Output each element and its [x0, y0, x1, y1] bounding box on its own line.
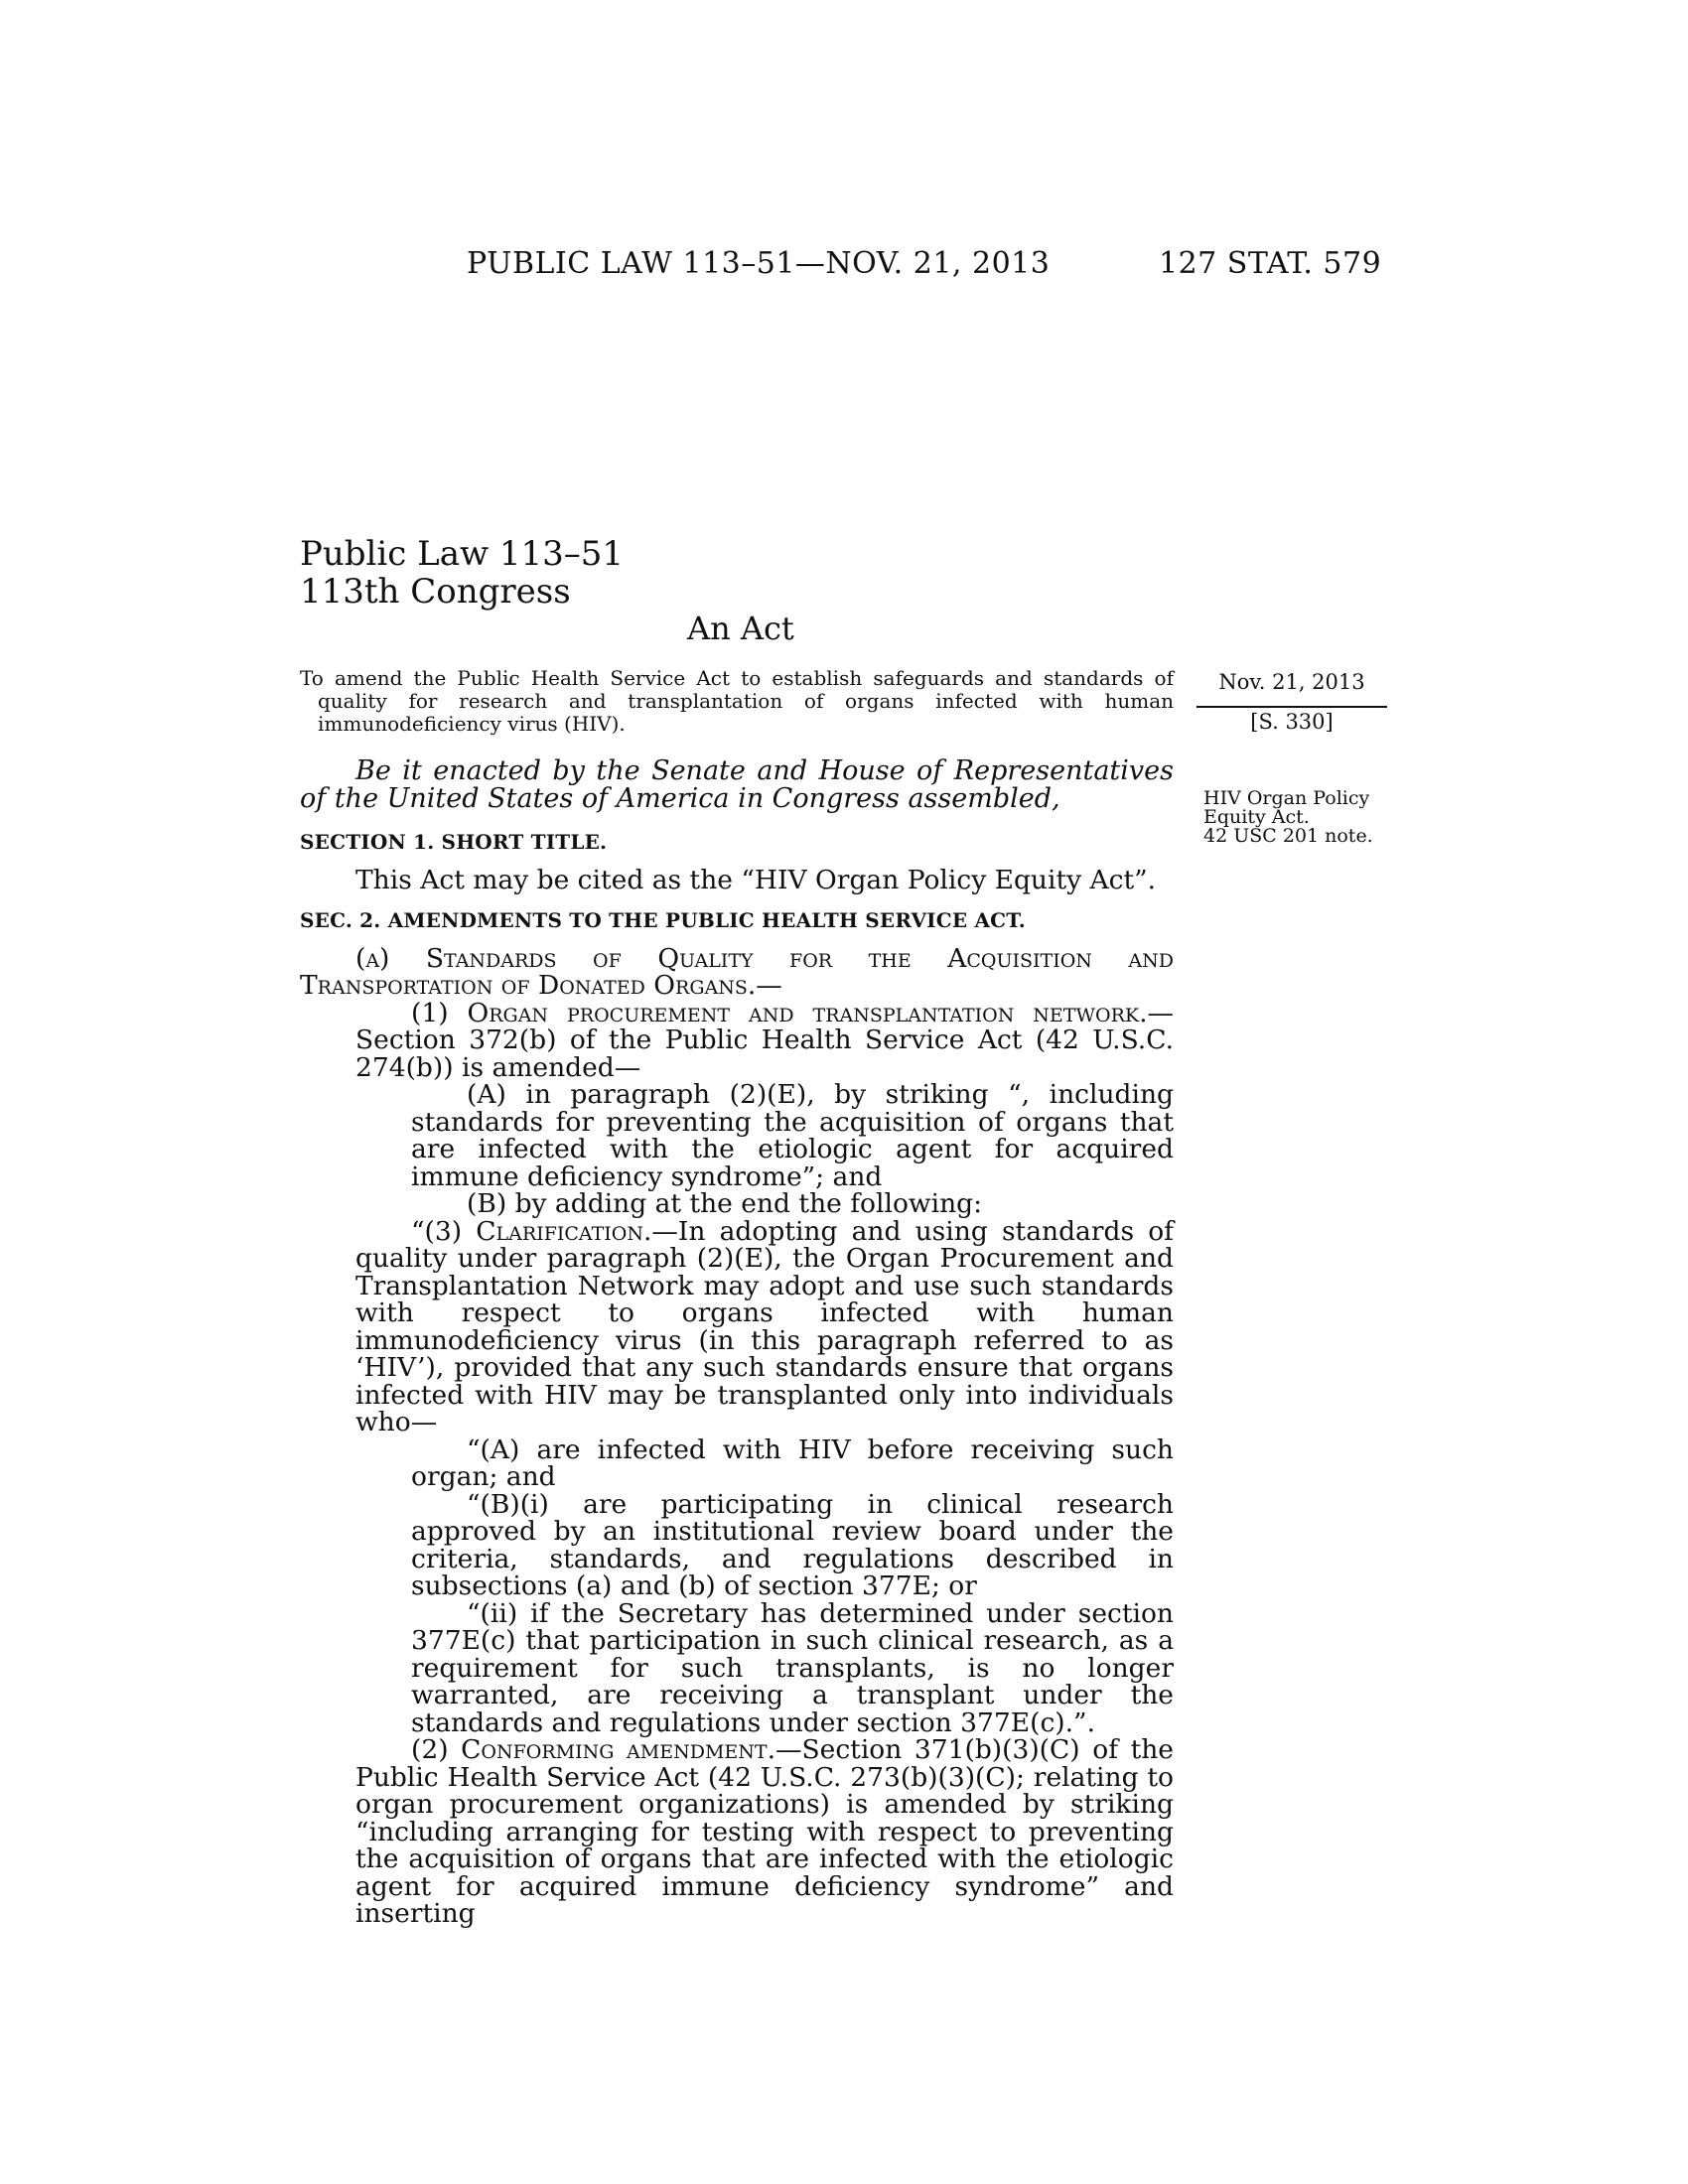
clause-ii: “(ii) if the Secretary has determined under section 377E(c) that participation in such clinical research, as a requirement for such transplants, is no longer warranted, are receiving a transplant under the standards and regulations under section 377E(c).”.	[411, 1597, 1174, 1738]
paragraph-2-heading: Conforming amendment.	[461, 1734, 775, 1765]
paragraph-3-lead: “(3)	[411, 1215, 477, 1247]
paragraph-1-heading: (1) Organ procurement and transplantation network.	[411, 997, 1148, 1028]
paragraph-1	[300, 997, 1174, 1083]
sidenote-usc-citation: 42 USC 201 note.	[1203, 825, 1373, 847]
sidenote-date: Nov. 21, 2013	[1218, 670, 1365, 694]
enacting-clause: Be it enacted by the Senate and House of Representatives of the United States of America in Congress assembled,	[300, 755, 1174, 814]
paragraph-3	[300, 1215, 1174, 1437]
statute-page-number: 127 STAT. 579	[1159, 246, 1382, 281]
section2-heading: SEC. 2. AMENDMENTS TO THE PUBLIC HEALTH SERVICE ACT.	[300, 908, 1026, 932]
sidenote-bill-number: [S. 330]	[1250, 710, 1334, 734]
clause-B-i: “(B)(i) are participating in clinical research approved by an institutional review board under the criteria, standards, and regulations described in subsections (a) and (b) of section 377E; or	[411, 1488, 1174, 1601]
sidenote-short-title-line1: HIV Organ Policy	[1203, 787, 1370, 809]
paragraph-2	[300, 1736, 1174, 1928]
act-body	[300, 829, 1174, 1928]
sidenote-divider	[1196, 706, 1387, 708]
purpose-clause	[300, 667, 1174, 736]
law-title-block	[300, 535, 624, 611]
section1-heading: SECTION 1. SHORT TITLE.	[300, 830, 608, 854]
running-header-title: PUBLIC LAW 113–51—NOV. 21, 2013	[467, 246, 1051, 281]
section1-text: This Act may be cited as the “HIV Organ Policy Equity Act”.	[355, 864, 1157, 895]
sidenote-short-title	[1203, 789, 1402, 846]
paragraph-2-lead: (2)	[411, 1734, 462, 1765]
subsection-a-heading: (a) Standards of Quality for the Acquisition and Transportation of Donated Organs.—	[300, 942, 1174, 1001]
paragraph-3-text: —In adopting and using standards of quality under paragraph (2)(E), the Organ Procurement and Transplantation Network may adopt and use such standards with respect to organs infected with human immunodeficiency virus (in this paragraph referred to as ‘HIV’), provided that any such standards ensure that organs infected with HIV may be transplanted only into individuals who—	[355, 1215, 1174, 1437]
paragraph-3-heading: Clarification.	[476, 1215, 652, 1247]
public-law-number: Public Law 113–51	[300, 534, 625, 574]
sidenote-short-title-line2: Equity Act.	[1203, 806, 1310, 828]
paragraph-1-text: —Section 372(b) of the Public Health Service Act (42 U.S.C. 274(b)) is amended—	[355, 997, 1174, 1083]
congress-number: 113th Congress	[300, 572, 571, 612]
paragraph-2-text: —Section 371(b)(3)(C) of the Public Health Service Act (42 U.S.C. 273(b)(3)(C); relating to organ procurement organizations) is amended by striking “including arranging for testing with respect to preventing the acquisition of organs that are infected with the etiologic agent for acquired immune deficiency syndrome” and inserting	[355, 1734, 1174, 1929]
act-heading: An Act	[687, 610, 794, 647]
clause-A: “(A) are infected with HIV before receiving such organ; and	[411, 1433, 1174, 1492]
subparagraph-B: (B) by adding at the end the following:	[467, 1188, 983, 1219]
subparagraph-A: (A) in paragraph (2)(E), by striking “, including standards for preventing the acquisition of organs that are infected with the etiologic agent for acquired immune deficiency syndrome”; and	[411, 1079, 1174, 1192]
purpose-text: To amend the Public Health Service Act to establish safeguards and standards of quality for research and transplantation of organs infected with human immunodeficiency virus (HIV).	[300, 666, 1174, 736]
